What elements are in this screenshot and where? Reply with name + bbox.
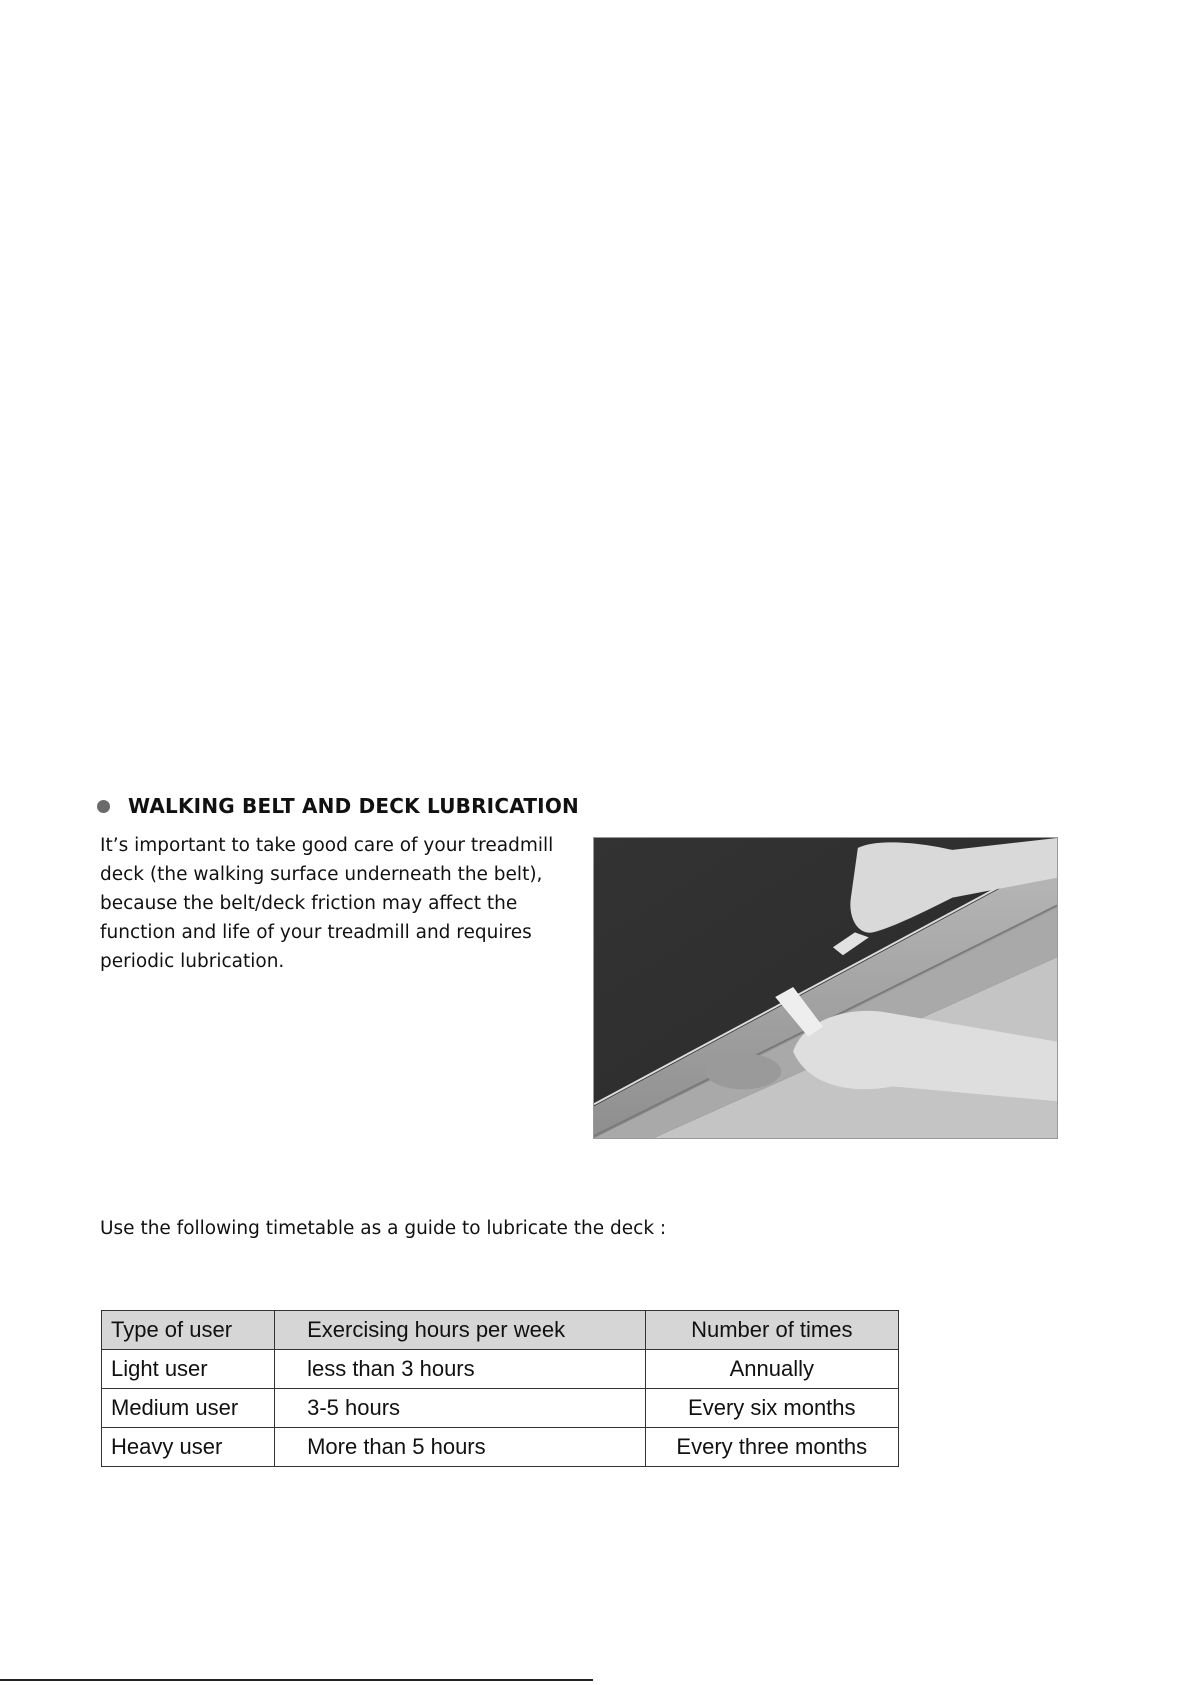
guide-sentence: Use the following timetable as a guide to lubricate the deck : bbox=[100, 1218, 667, 1239]
table-row bbox=[102, 1428, 899, 1467]
cell-user-type: Heavy user bbox=[102, 1428, 275, 1467]
table-header-row bbox=[102, 1311, 899, 1350]
cell-frequency: Every six months bbox=[645, 1389, 898, 1428]
cell-user-type: Medium user bbox=[102, 1389, 275, 1428]
section-heading bbox=[97, 789, 579, 823]
table-row bbox=[102, 1389, 899, 1428]
intro-paragraph: It’s important to take good care of your treadmill deck (the walking surface underneath the belt), because the belt/deck friction may affect the function and life of your treadmill and requires periodic lubrication. bbox=[100, 835, 554, 972]
cell-user-type: Light user bbox=[102, 1350, 275, 1389]
bullet-icon bbox=[97, 800, 110, 813]
cell-hours: More than 5 hours bbox=[275, 1428, 646, 1467]
lubrication-photo bbox=[593, 837, 1058, 1139]
section-title: WALKING BELT AND DECK LUBRICATION bbox=[128, 794, 579, 818]
header-number-of-times: Number of times bbox=[645, 1311, 898, 1350]
cell-frequency: Every three months bbox=[645, 1428, 898, 1467]
cell-hours: 3-5 hours bbox=[275, 1389, 646, 1428]
header-type-of-user: Type of user bbox=[102, 1311, 275, 1350]
header-exercising-hours: Exercising hours per week bbox=[275, 1311, 646, 1350]
table-row bbox=[102, 1350, 899, 1389]
lubrication-timetable bbox=[101, 1310, 899, 1467]
lubrication-photo-illustration bbox=[594, 838, 1057, 1138]
footer-rule bbox=[0, 1679, 593, 1681]
cell-hours: less than 3 hours bbox=[275, 1350, 646, 1389]
cell-frequency: Annually bbox=[645, 1350, 898, 1389]
